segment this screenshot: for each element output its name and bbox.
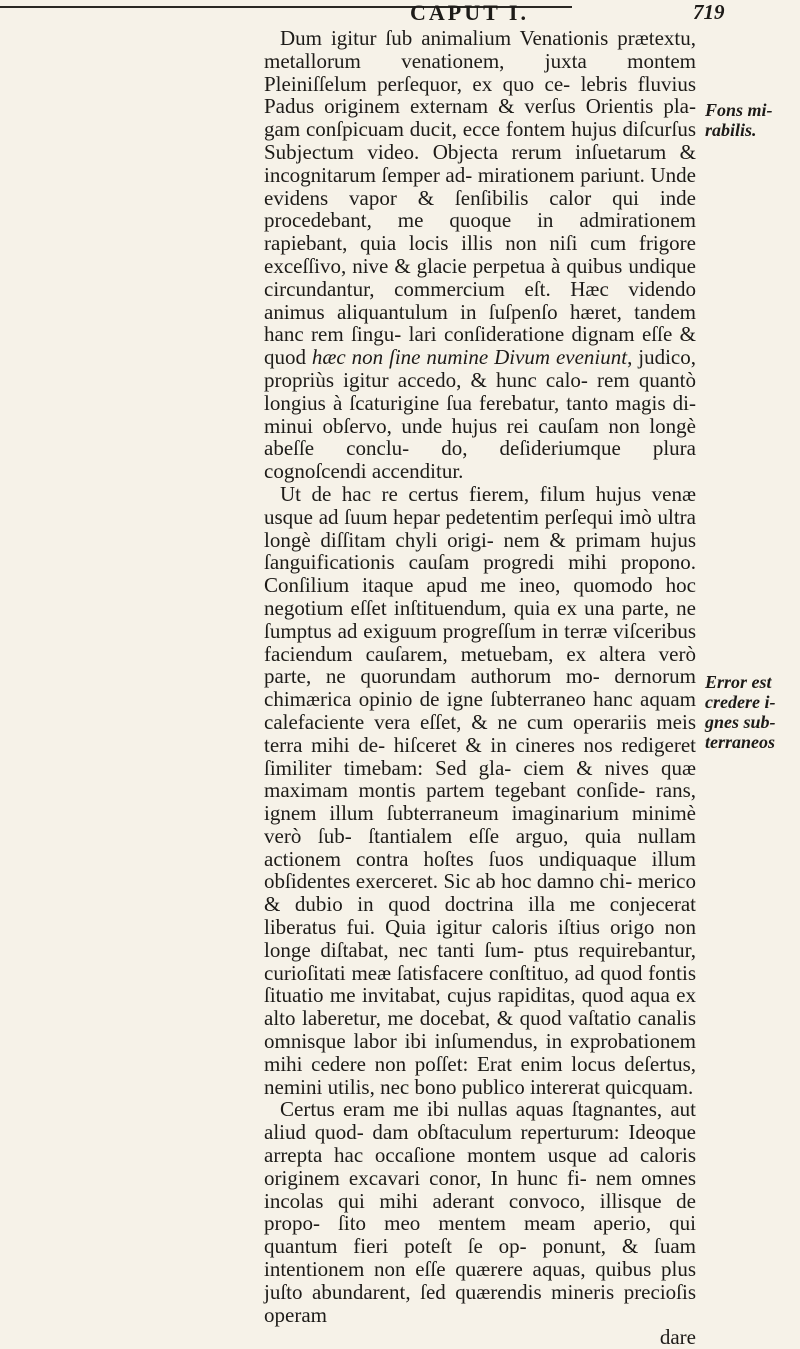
chapter-title: CAPUT I. xyxy=(410,0,529,25)
margin-note-fons-mirabilis: Fons mi- rabilis. xyxy=(705,100,773,140)
main-text-block xyxy=(264,27,696,1349)
margin-note-error: Error est credere i- gnes sub- terraneos xyxy=(705,672,776,752)
page-number: 719 xyxy=(693,0,725,24)
paragraph-1 xyxy=(264,27,696,483)
paragraph-2: Ut de hac re certus fierem, filum hujus venæ usque ad ſuum hepar pedetentim perſequi imò ultra longè diſſitam chyli origi- nem & primam hujus ſanguificationis cauſam progredi mihi propono. Conſilium itaque apud me ineo, quomodo hoc negotium eſſet inſtituendum, quia ex una parte, ne ſumptus ad exiguum progreſſum in terræ viſceribus faciendum cauſarem, metuebam, ex altera verò parte, ne quorundam authorum mo- dernorum chimærica opinio de igne ſubterraneo hanc aquam calefaciente vera eſſet, & ne cum operariis meis terra mihi de- hiſceret & in cineres nos redigeret ſimiliter timebam: Sed gla- ciem & nives quæ maximam montis partem tegebant conſide- rans, ignem illum ſubterraneum imaginarium minimè verò ſub- ſtantialem eſſe arguo, quia nullam actionem contra hoſtes ſuos undiquaque illum obſidentes exerceret. Sic ab hoc damno chi- merico & dubio in quod doctrina illa me conjecerat liberatus fui. Quia igitur caloris iſtius origo non longe diſtabat, nec tanti ſum- ptus requirebantur, curioſitati meæ ſatisfacere conſtituo, ad quod fontis ſituatio me invitabat, cujus rapiditas, quod aqua ex alto laberetur, me docebat, & quod vaſtatio canalis omnisque labor ibi inſumendus, in exprobationem mihi cedere non poſſet: Erat enim locus deſertus, nemini utilis, nec bono publico intererat quicquam. xyxy=(264,481,696,1099)
paragraph-1-italic: hæc non ſine numine Divum eveniunt xyxy=(311,345,628,370)
paragraph-1-rest: , judico, propriùs igitur accedo, & hunc calo- rem quantò longius à ſcaturigine ſua ferebatur, tanto magis di- minui obſervo, unde hujus rei cauſam non longè abeſſe conclu- do, deſideriumque plura cognoſcendi accenditur. xyxy=(264,345,696,484)
running-header xyxy=(0,0,800,24)
catchword: dare xyxy=(659,1325,696,1349)
paragraph-1-text: Dum igitur ſub animalium Venationis prætextu, metallorum venationem, juxta montem Pleiniſſelum perſequor, ex quo ce- lebris fluvius Padus originem externam & verſus Orientis pla- gam conſpicuam ducit, ecce fontem hujus diſcurſus Subjectum video. Objecta rerum inſuetarum & incognitarum ſemper ad- mirationem pariunt. Unde evidens vapor & ſenſibilis calor qui inde procedebant, me quoque in admirationem rapiebant, quia locis illis non niſi cum frigore exceſſivo, nive & glacie perpetua à quibus undique circundantur, commercium eſt. Hæc videndo animus aliquantulum in ſuſpenſo hæret, tandem hanc rem ſingu- lari conſideratione dignam eſſe & quod xyxy=(264,26,696,370)
paragraph-3: Certus eram me ibi nullas aquas ſtagnantes, aut aliud quod- dam obſtaculum reperturum: Ideoque arrepta hac occaſione montem usque ad caloris originem excavari conor, In hunc fi- nem omnes incolas qui mihi aderant convoco, illisque de propo- ſito meo mentem meam aperio, qui quantum fieri poteſt ſe op- ponunt, & ſuam intentionem non eſſe quærere aquas, quibus plus juſto abundarent, ſed quærendis mineris precioſis operam xyxy=(264,1097,696,1327)
